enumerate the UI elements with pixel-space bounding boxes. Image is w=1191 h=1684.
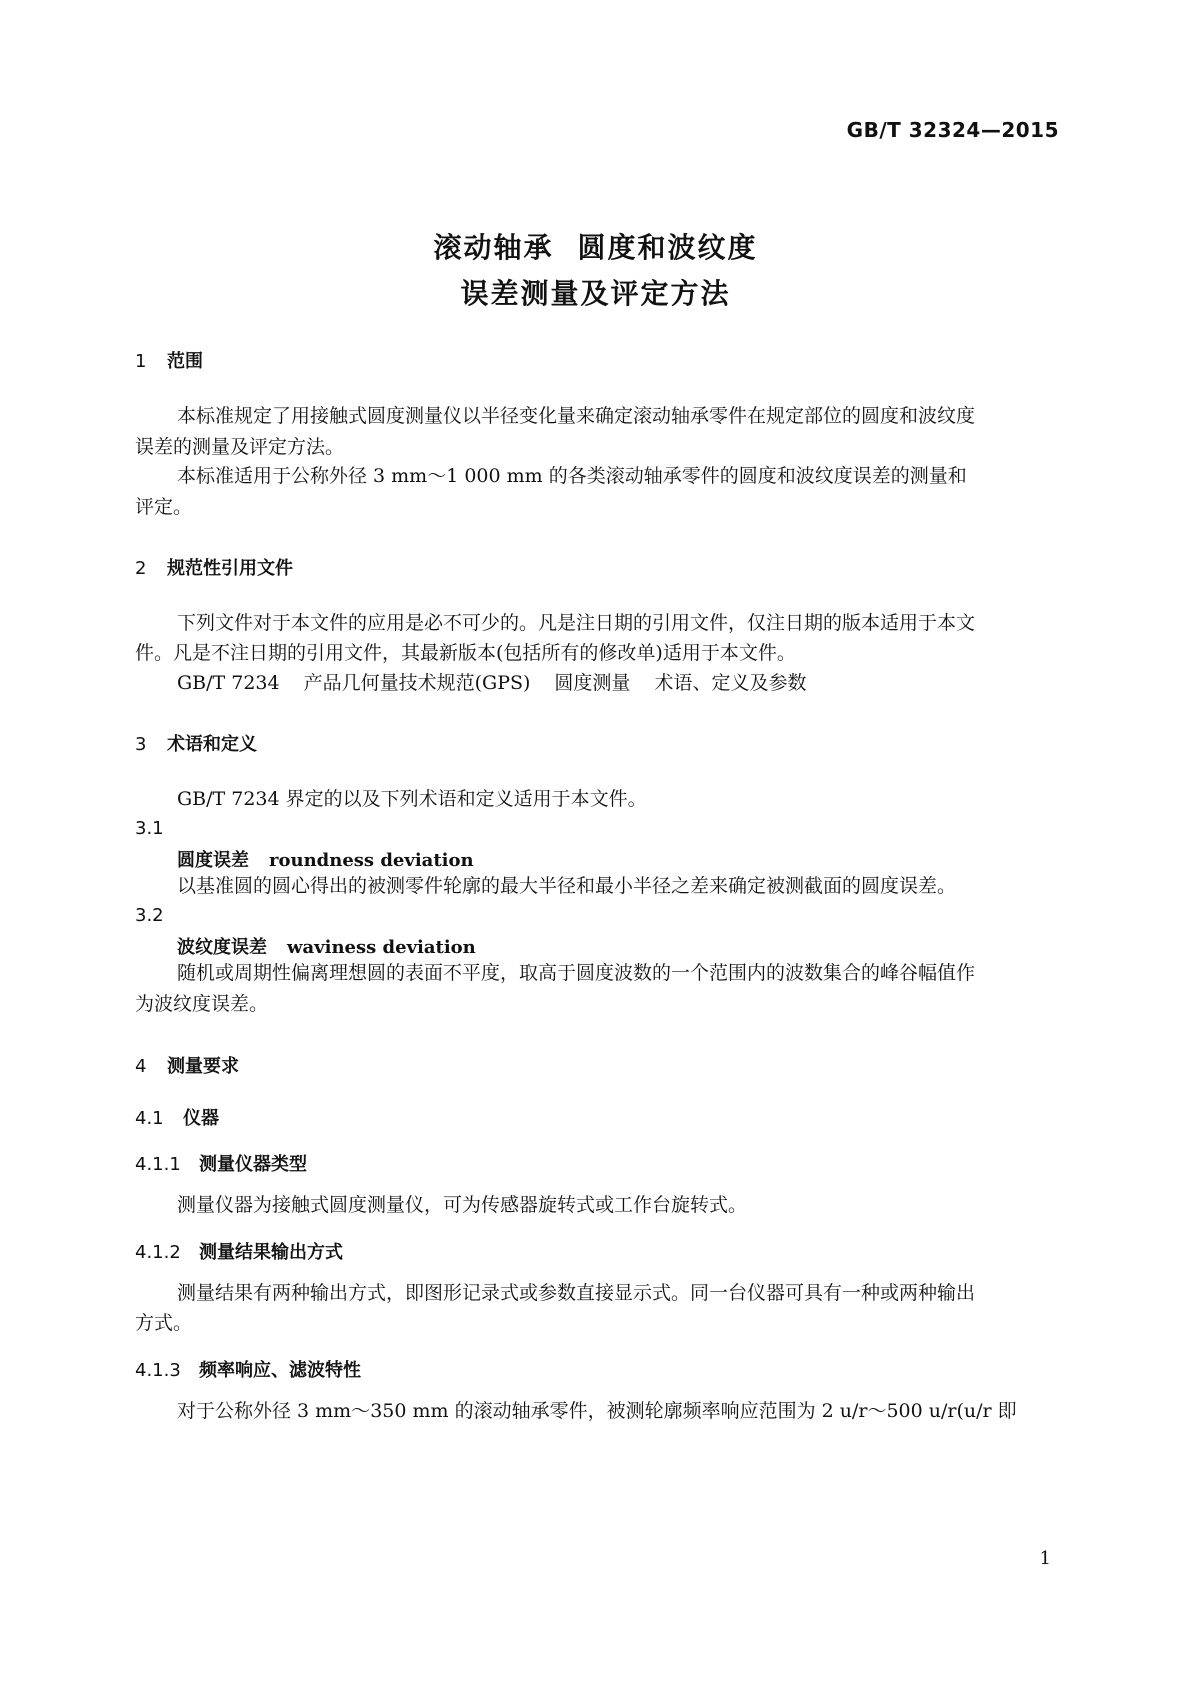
section-number: 4.1.3 <box>135 1360 181 1381</box>
paragraph: GB/T 7234 界定的以及下列术语和定义适用于本文件。 <box>177 788 647 810</box>
subsection-4-1-2-heading <box>135 1238 343 1264</box>
reference-code: GB/T 7234 <box>177 672 280 694</box>
section-title: 仪器 <box>183 1108 219 1129</box>
section-title: 测量要求 <box>167 1056 239 1077</box>
paragraph: 方式。 <box>135 1312 193 1334</box>
paragraph: 对于公称外径 3 mm～350 mm 的滚动轴承零件，被测轮廓频率响应范围为 2 u/r～500 u/r(u/r 即 <box>177 1400 1017 1422</box>
paragraph: 评定。 <box>135 496 193 518</box>
reference-title: 圆度测量 <box>554 672 631 694</box>
term-zh: 波纹度误差 <box>177 937 267 958</box>
subsection-4-1-1-heading <box>135 1150 307 1176</box>
reference-title: 术语、定义及参数 <box>654 672 807 694</box>
term-en: roundness deviation <box>269 850 474 871</box>
section-number: 4.1.2 <box>135 1242 181 1263</box>
section-number: 3 <box>135 734 147 755</box>
section-title: 规范性引用文件 <box>167 558 293 579</box>
document-title-line2: 误差测量及评定方法 <box>460 277 731 310</box>
term-zh: 圆度误差 <box>177 850 249 871</box>
section-3-heading <box>135 730 257 756</box>
section-title: 术语和定义 <box>167 734 257 755</box>
section-1-heading <box>135 347 203 373</box>
section-number: 1 <box>135 351 147 372</box>
subsection-4-1-3-heading <box>135 1356 361 1382</box>
paragraph: 测量仪器为接触式圆度测量仪，可为传感器旋转式或工作台旋转式。 <box>177 1194 748 1216</box>
section-number: 4.1 <box>135 1108 164 1129</box>
paragraph: 本标准规定了用接触式圆度测量仪以半径变化量来确定滚动轴承零件在规定部位的圆度和波纹度 <box>177 405 976 427</box>
section-2-heading <box>135 554 293 580</box>
term-waviness <box>177 933 476 959</box>
section-title: 测量仪器类型 <box>199 1154 307 1175</box>
reference-title: 产品几何量技术规范(GPS) <box>303 672 531 694</box>
standard-number: GB/T 32324—2015 <box>846 118 1059 142</box>
clause-number: 3.1 <box>135 818 164 839</box>
section-title: 测量结果输出方式 <box>199 1242 343 1263</box>
paragraph: 下列文件对于本文件的应用是必不可少的。凡是注日期的引用文件，仅注日期的版本适用于本文 <box>177 612 976 634</box>
normative-reference <box>135 667 1102 700</box>
clause-number: 3.2 <box>135 905 164 926</box>
term-roundness <box>177 846 474 872</box>
title-part-a: 滚动轴承 <box>433 231 554 264</box>
section-number: 4.1.1 <box>135 1154 181 1175</box>
document-title-line1 <box>0 226 1191 266</box>
term-en: waviness deviation <box>287 937 476 958</box>
paragraph: 件。凡是不注日期的引用文件，其最新版本(包括所有的修改单)适用于本文件。 <box>135 642 796 664</box>
paragraph: 本标准适用于公称外径 3 mm～1 000 mm 的各类滚动轴承零件的圆度和波纹度误差的测量和 <box>177 465 967 487</box>
paragraph: 误差的测量及评定方法。 <box>135 436 345 458</box>
title-part-b: 圆度和波纹度 <box>577 231 758 264</box>
section-4-heading <box>135 1052 239 1078</box>
definition: 以基准圆的圆心得出的被测零件轮廓的最大半径和最小半径之差来确定被测截面的圆度误差。 <box>177 875 957 897</box>
subsection-4-1-heading <box>135 1104 219 1130</box>
definition: 为波纹度误差。 <box>135 993 269 1015</box>
paragraph: 测量结果有两种输出方式，即图形记录式或参数直接显示式。同一台仪器可具有一种或两种输出 <box>177 1282 976 1304</box>
definition: 随机或周期性偏离理想圆的表面不平度，取高于圆度波数的一个范围内的波数集合的峰谷幅值作 <box>177 962 976 984</box>
section-number: 4 <box>135 1056 147 1077</box>
section-title: 范围 <box>167 351 203 372</box>
section-number: 2 <box>135 558 147 579</box>
page-number: 1 <box>1039 1548 1051 1569</box>
section-title: 频率响应、滤波特性 <box>199 1360 361 1381</box>
